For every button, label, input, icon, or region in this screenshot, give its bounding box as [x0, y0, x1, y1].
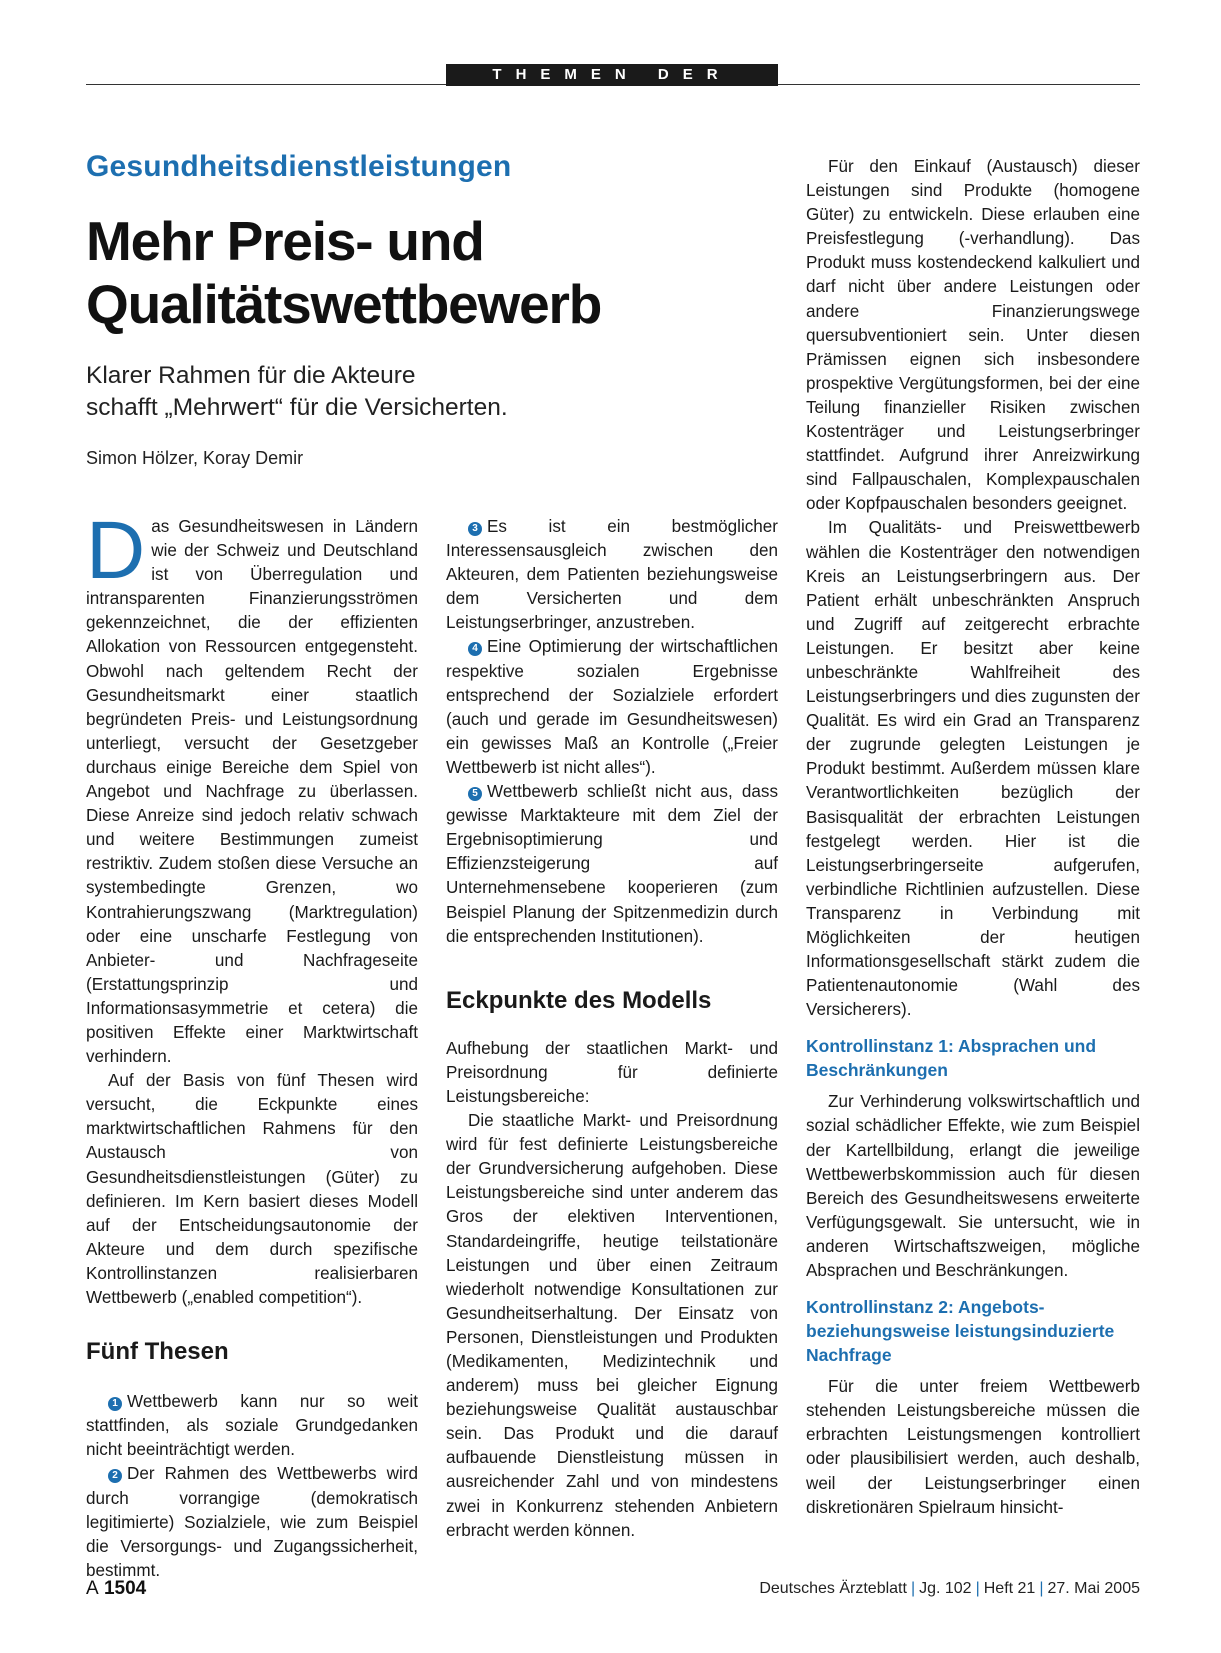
number-badge-icon: 3 — [468, 522, 482, 536]
thesis-text: Wettbewerb kann nur so weit stattfinden, als soziale Grundgedanken nicht beeinträchtigt werden. — [86, 1392, 418, 1460]
paragraph: Auf der Basis von fünf Thesen wird versucht, die Eckpunkte eines marktwirtschaftlichen Rahmens für den Austausch von Gesundheitsdienstleistungen (Güter) zu definieren. Im Kern basiert dieses Modell auf der Entscheidungsautonomie der Akteure und dem durch spezifische Kontrollinstanzen realisierbaren Wettbewerb („enabled competition“). — [86, 1071, 418, 1307]
journal-name: Deutsches Ärzteblatt — [759, 1580, 907, 1597]
journal-issue: Heft 21 — [983, 1580, 1036, 1597]
subheading-control-1: Kontrollinstanz 1: Absprachen und Beschränkungen — [806, 1036, 1097, 1081]
subheading-control-2: Kontrollinstanz 2: Angebots- beziehungsweise leistungsinduzierte Nachfrage — [806, 1297, 1115, 1366]
column-1 — [86, 505, 418, 1583]
paragraph: Im Qualitäts- und Preiswettbewerb wählen die Kostenträger den notwendigen Kreis an Leistungserbringern aus. Der Patient erhält unbeschränkten Anspruch und Zugriff auf zeitgerecht erbrachte Leistungen. Er besitzt aber keine unbeschränkte Wahlfreiheit des Leistungserbringers und dies zugunsten der Qualität. Es wird ein Grad an Transparenz der zugrunde gelegten Leistungen je Produkt bestimmt. Außerdem müssen klare Verantwortlichkeiten bezüglich der Basisqualität der erbrachten Leistungen festgelegt werden. Hier ist die Leistungserbringerseite aufgerufen, verbindliche Richtlinien aufzustellen. Diese Transparenz in Verbindung mit Möglichkeiten der heutigen Informationsgesellschaft stärkt zudem die Patientenautonomie (Wahl des Versicherers). — [806, 518, 1140, 1020]
thesis-text: Wettbewerb schließt nicht aus, dass gewisse Marktakteure mit dem Ziel der Ergebnisoptimierung und Effizienzsteigerung auf Unternehmensebene kooperieren (zum Beispiel Planung der Spitzenmedizin durch die entsprechenden Institutionen). — [446, 782, 778, 946]
article-kicker: Gesundheitsdienstleistungen — [86, 150, 512, 183]
number-badge-icon: 4 — [468, 642, 482, 656]
intro-paragraph — [86, 505, 418, 1069]
drop-cap: D — [86, 505, 146, 596]
paragraph: Für die unter freiem Wettbewerb stehenden Leistungsbereiche müssen die erbrachten Leistungsmengen kontrolliert oder plausibilisiert werden, auch deshalb, weil der Leistungserbringer einen diskretionären Spielraum hinsicht- — [806, 1377, 1140, 1517]
paragraph: Aufhebung der staatlichen Markt- und Preisordnung für definierte Leistungsbereiche: — [446, 1038, 778, 1106]
number-badge-icon: 5 — [468, 787, 482, 801]
number-badge-icon: 2 — [108, 1469, 122, 1483]
thesis-5 — [446, 780, 778, 949]
thesis-2 — [86, 1462, 418, 1582]
paragraph: Die staatliche Markt- und Preisordnung wird für fest definierte Leistungsbereiche der Grundversicherung aufgehoben. Diese Leistungsbereiche sind unter anderem das Gros der elektiven Interventionen, Standardeingriffe, heutige teilstationäre Leistungen und über einen Zeitraum wiederholt notwendige Konsultationen zur Gesundheitserhaltung. Der Einsatz von Personen, Dienstleistungen und Produkten (Medikamenten, Medizintechnik und anderem) muss bei gleicher Eignung beziehungsweise Qualität austauschbar sein. Das Produkt und die darauf aufbauende Dienstleistung müssen in ausreichender Zahl und von mindestens zwei in Konkurrenz stehenden Anbietern erbracht werden können. — [446, 1111, 778, 1540]
page-prefix: A — [86, 1578, 99, 1599]
subtitle-line-1: Klarer Rahmen für die Akteure — [86, 362, 416, 389]
section-heading-theses: Fünf Thesen — [86, 1338, 229, 1366]
paragraph: Zur Verhinderung volkswirtschaftlich und sozial schädlicher Effekte, wie zum Beispiel der Kartellbildung, erlangt die jeweilige Wettbewerbskommission auch für diesen Bereich des Gesundheitswesens erweiterte Verfügungsgewalt. Sie untersucht, wie in anderen Wirtschaftszweigen, mögliche Absprachen und Beschränkungen. — [806, 1092, 1140, 1281]
journal-date: 27. Mai 2005 — [1047, 1580, 1140, 1597]
thesis-text: Eine Optimierung der wirtschaftlichen respektive sozialen Ergebnisse entsprechend der Sozialziele erfordert (auch und gerade im Gesundheitswesen) ein gewisses Maß an Kontrolle („Freier Wettbewerb ist nicht alles“). — [446, 637, 778, 777]
separator: | — [910, 1580, 916, 1597]
subtitle-line-2: schafft „Mehrwert“ für die Versicherten. — [86, 394, 508, 421]
separator: | — [1039, 1580, 1044, 1597]
thesis-text: Der Rahmen des Wettbewerbs wird durch vorrangige (demokratisch legitimierte) Sozialziele, wie zum Beispiel die Versorgungs- und Zugangssicherheit, bestimmt. — [86, 1464, 418, 1580]
column-2 — [446, 515, 778, 1543]
page-number-value: 1504 — [103, 1578, 147, 1599]
column-3 — [806, 155, 1140, 1520]
thesis-1 — [86, 1390, 418, 1462]
paragraph: Für den Einkauf (Austausch) dieser Leistungen sind Produkte (homogene Güter) zu entwickeln. Diese erlauben eine Preisfestlegung (-verhandlung). Das Produkt muss kostendeckend kalkuliert und darf nicht über andere Leistungen oder andere Finanzierungswege quersubventioniert sein. Unter diesen Prämissen eignen sich insbesondere prospektive Vergütungsformen, bei der eine Teilung finanzieller Risiken zwischen Kostenträger und Leistungserbringer stattfindet. Aufgrund ihrer Anreizwirkung sind Fallpauschalen, Komplexpauschalen oder Kopfpauschalen besonders geeignet. — [806, 157, 1140, 514]
thesis-4 — [446, 635, 778, 780]
article-authors: Simon Hölzer, Koray Demir — [86, 448, 304, 468]
page-number — [86, 1578, 146, 1600]
number-badge-icon: 1 — [108, 1397, 122, 1411]
journal-volume: Jg. 102 — [919, 1580, 972, 1597]
separator: | — [975, 1580, 980, 1597]
section-tag: THEMEN DER ZEIT — [446, 64, 778, 86]
section-heading-model: Eckpunkte des Modells — [446, 986, 712, 1014]
journal-info — [759, 1580, 1140, 1598]
thesis-3 — [446, 515, 778, 635]
thesis-text: Es ist ein bestmöglicher Interessensausgleich zwischen den Akteuren, dem Patienten beziehungsweise dem Versicherten und dem Leistungserbringer, anzustreben. — [446, 517, 778, 633]
intro-text: as Gesundheitswesen in Ländern wie der Schweiz und Deutschland ist von Überregulation und intransparenten Finanzierungsströmen gekennzeichnet, die der effizienten Allokation von Ressourcen entgegensteht. Obwohl nach geltendem Recht der Gesundheitsmarkt einer staatlich begründeten Preis- und Leistungsordnung unterliegt, versucht der Gesetzgeber durchaus einige Bereiche dem Spiel von Angebot und Nachfrage zu überlassen. Diese Anreize sind jedoch relativ schwach und weitere Bestimmungen zumeist restriktiv. Zudem stoßen diese Versuche an systembedingte Grenzen, wo Kontrahierungszwang (Marktregulation) oder eine unscharfe Festlegung von Anbieter- und Nachfrageseite (Erstattungsprinzip und Informationsasymmetrie et cetera) die positiven Effekte einer Marktwirtschaft verhindern. — [86, 517, 418, 1067]
article-subtitle — [86, 360, 766, 424]
article-title: Mehr Preis- und Qualitätswettbewerb — [86, 210, 602, 335]
